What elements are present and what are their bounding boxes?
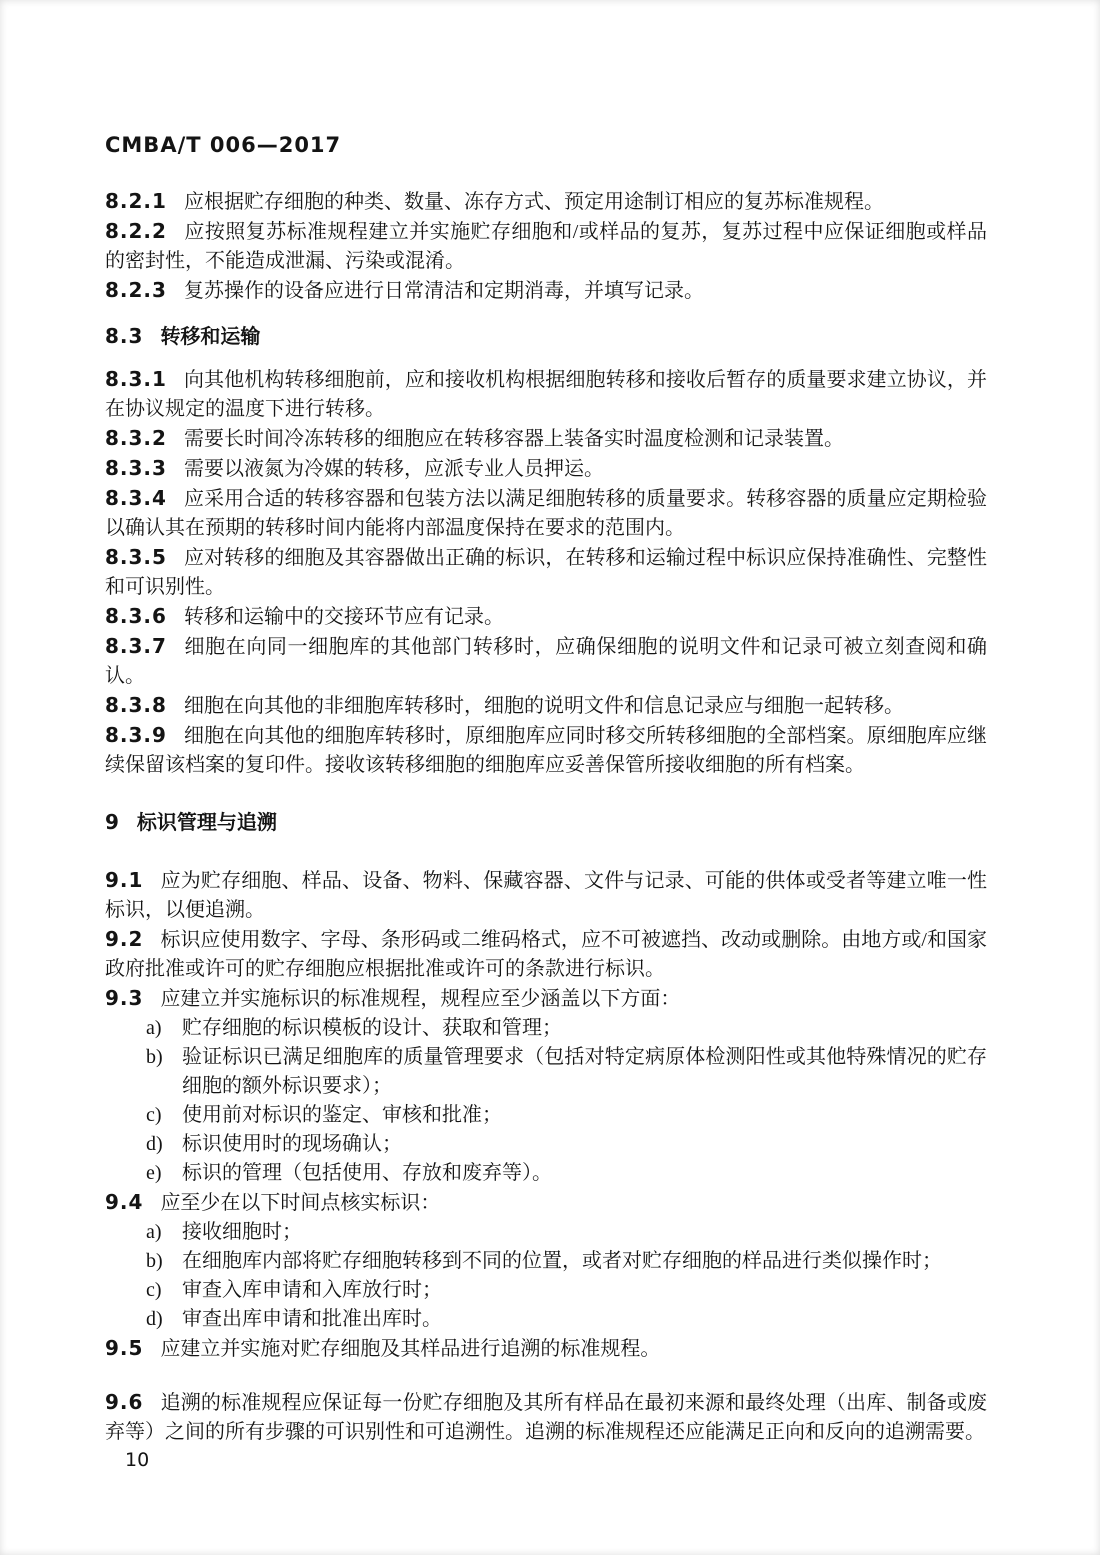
clause-paragraph [105, 187, 987, 217]
clause-paragraph [105, 1334, 987, 1364]
clause-paragraph [105, 721, 987, 780]
section-heading [105, 322, 987, 352]
clause-paragraph [105, 454, 987, 484]
clause-text: 转移和运输中的交接环节应有记录。 [183, 606, 504, 628]
clause-paragraph [105, 543, 987, 602]
clause-paragraph [105, 424, 987, 454]
clause-text: 转移和运输 [160, 326, 261, 348]
document-header: CMBA/T 006—2017 [105, 133, 342, 157]
list-item-label: b) [146, 1250, 163, 1272]
list-item-text: 审查出库申请和批准出库时。 [182, 1308, 442, 1330]
clause-number: 8.3.4 [105, 486, 167, 510]
clause-number: 8.3.3 [105, 456, 167, 480]
clause-text: 应采用合适的转移容器和包装方法以满足细胞转移的质量要求。转移容器的质量应定期检验以确认其在预期的转移时间内能将内部温度保持在要求的范围内。 [105, 488, 987, 539]
clause-paragraph [105, 365, 987, 424]
clause-paragraph [105, 632, 987, 691]
clause-text: 细胞在向同一细胞库的其他部门转移时，应确保细胞的说明文件和记录可被立刻查阅和确认。 [105, 636, 987, 687]
clause-text: 向其他机构转移细胞前，应和接收机构根据细胞转移和接收后暂存的质量要求建立协议，并在协议规定的温度下进行转移。 [105, 369, 987, 420]
clause-number: 8.2.3 [105, 278, 167, 302]
clause-text: 应根据贮存细胞的种类、数量、冻存方式、预定用途制订相应的复苏标准规程。 [183, 191, 884, 213]
clause-number: 8.3.9 [105, 723, 167, 747]
clause-number: 8.3.5 [105, 545, 167, 569]
document-content [105, 131, 987, 1447]
clause-number: 9.5 [105, 1336, 144, 1360]
list-item [105, 1305, 987, 1334]
clause-number: 8.2.2 [105, 219, 167, 243]
clause-number: 9.6 [105, 1390, 144, 1414]
clause-number: 8.3.1 [105, 367, 167, 391]
list-item [105, 1101, 987, 1130]
clause-text: 需要以液氮为冷媒的转移，应派专业人员押运。 [183, 458, 604, 480]
clause-paragraph [105, 217, 987, 276]
page-number: 10 [125, 1449, 150, 1471]
clause-paragraph [105, 484, 987, 543]
list-item [105, 1159, 987, 1188]
clause-number: 8.3.8 [105, 693, 167, 717]
clause-paragraph [105, 276, 987, 306]
list-item-label: e) [146, 1162, 162, 1184]
list-item-text: 标识使用时的现场确认； [182, 1133, 402, 1155]
clause-text: 复苏操作的设备应进行日常清洁和定期消毒，并填写记录。 [183, 280, 704, 302]
clause-paragraph [105, 691, 987, 721]
clause-text: 细胞在向其他的非细胞库转移时，细胞的说明文件和信息记录应与细胞一起转移。 [183, 695, 904, 717]
clause-number: 8.3 [105, 324, 144, 348]
clause-paragraph [105, 1188, 987, 1218]
clause-list [105, 1218, 987, 1334]
list-item-label: c) [146, 1279, 162, 1301]
list-item-label: a) [146, 1221, 162, 1243]
clause-number: 9.3 [105, 986, 144, 1010]
list-item-label: b) [146, 1046, 163, 1068]
clause-paragraph [105, 984, 987, 1014]
list-item [105, 1276, 987, 1305]
list-item-text: 标识的管理（包括使用、存放和废弃等）。 [182, 1162, 552, 1184]
clause-text: 应建立并实施对贮存细胞及其样品进行追溯的标准规程。 [160, 1338, 661, 1360]
clause-text: 应至少在以下时间点核实标识： [160, 1192, 441, 1214]
list-item [105, 1130, 987, 1159]
clause-paragraph [105, 602, 987, 632]
clause-text: 应按照复苏标准规程建立并实施贮存细胞和/或样品的复苏，复苏过程中应保证细胞或样品的密封性，不能造成泄漏、污染或混淆。 [105, 221, 987, 272]
list-item [105, 1247, 987, 1276]
clause-number: 9.4 [105, 1190, 144, 1214]
list-item-label: a) [146, 1017, 162, 1039]
clause-text: 应对转移的细胞及其容器做出正确的标识，在转移和运输过程中标识应保持准确性、完整性和可识别性。 [105, 547, 987, 598]
list-item-text: 接收细胞时； [182, 1221, 302, 1243]
chapter-heading [105, 808, 987, 838]
clause-number: 8.3.7 [105, 634, 167, 658]
clause-text: 应为贮存细胞、样品、设备、物料、保藏容器、文件与记录、可能的供体或受者等建立唯一性标识，以便追溯。 [105, 870, 987, 921]
clause-text: 标识应使用数字、字母、条形码或二维码格式，应不可被遮挡、改动或删除。由地方或/和国家政府批准或许可的贮存细胞应根据批准或许可的条款进行标识。 [105, 929, 987, 980]
clause-text: 标识管理与追溯 [136, 812, 277, 834]
clause-number: 9 [105, 810, 120, 834]
clause-number: 9.1 [105, 868, 144, 892]
list-item-label: d) [146, 1308, 163, 1330]
list-item [105, 1218, 987, 1247]
list-item-text: 在细胞库内部将贮存细胞转移到不同的位置，或者对贮存细胞的样品进行类似操作时； [182, 1250, 942, 1272]
clause-text: 追溯的标准规程应保证每一份贮存细胞及其所有样品在最初来源和最终处理（出库、制备或废弃等）之间的所有步骤的可识别性和可追溯性。追溯的标准规程还应能满足正向和反向的追溯需要。 [105, 1392, 987, 1443]
clause-paragraph [105, 925, 987, 984]
clause-paragraph [105, 866, 987, 925]
clause-list [105, 1014, 987, 1188]
list-item-text: 审查入库申请和入库放行时； [182, 1279, 442, 1301]
list-item-label: d) [146, 1133, 163, 1155]
list-item-label: c) [146, 1104, 162, 1126]
clause-number: 9.2 [105, 927, 144, 951]
clause-text: 需要长时间冷冻转移的细胞应在转移容器上装备实时温度检测和记录装置。 [183, 428, 844, 450]
clause-paragraph [105, 1388, 987, 1447]
list-item-text: 使用前对标识的鉴定、审核和批准； [182, 1104, 502, 1126]
list-item-text: 贮存细胞的标识模板的设计、获取和管理； [182, 1017, 562, 1039]
clause-number: 8.2.1 [105, 189, 167, 213]
clause-number: 8.3.2 [105, 426, 167, 450]
list-item [105, 1014, 987, 1043]
clause-text: 应建立并实施标识的标准规程，规程应至少涵盖以下方面： [160, 988, 681, 1010]
list-item-text: 验证标识已满足细胞库的质量管理要求（包括对特定病原体检测阳性或其他特殊情况的贮存细胞的额外标识要求）； [182, 1046, 987, 1097]
document-body [105, 187, 987, 1447]
clause-text: 细胞在向其他的细胞库转移时，原细胞库应同时移交所转移细胞的全部档案。原细胞库应继续保留该档案的复印件。接收该转移细胞的细胞库应妥善保管所接收细胞的所有档案。 [105, 725, 987, 776]
list-item [105, 1043, 987, 1101]
clause-number: 8.3.6 [105, 604, 167, 628]
